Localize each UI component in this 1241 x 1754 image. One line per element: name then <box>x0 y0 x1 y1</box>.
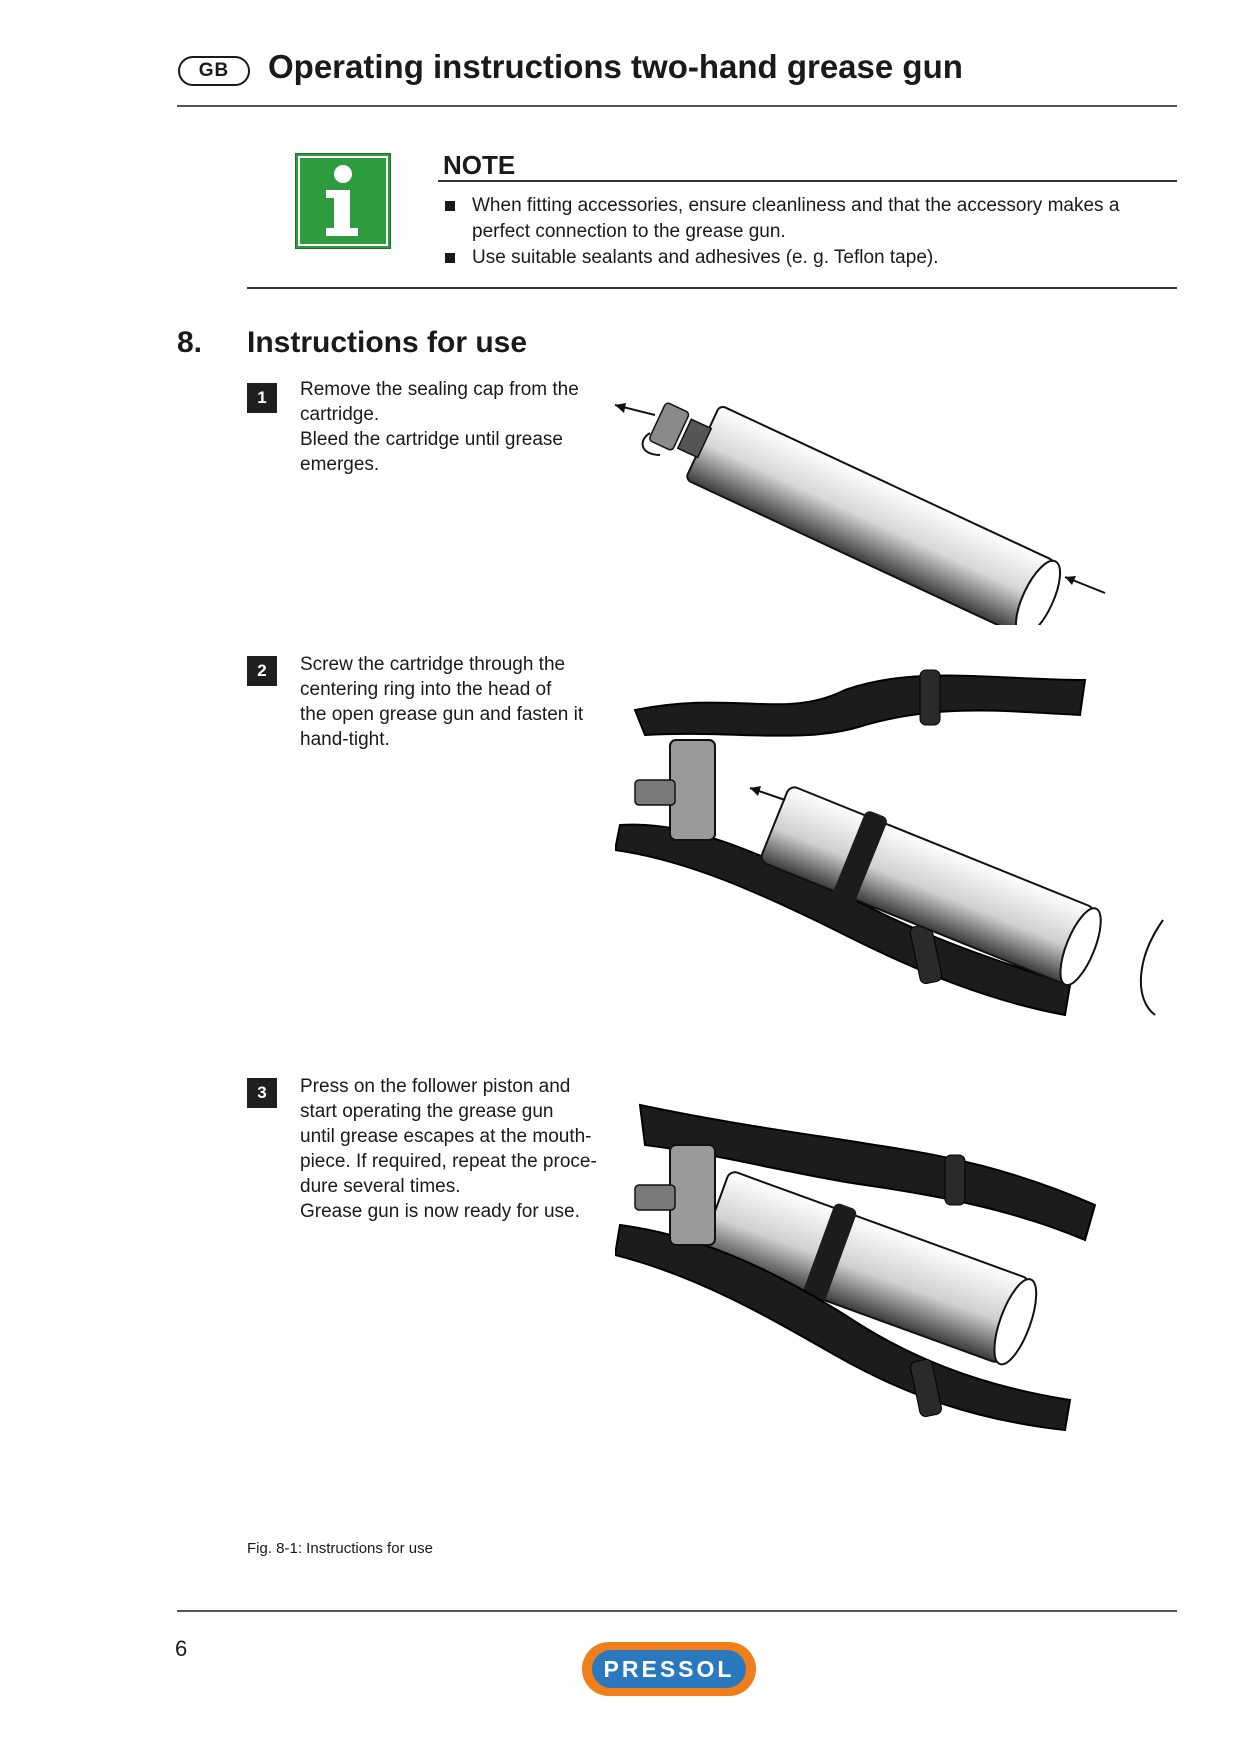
language-badge: GB <box>178 56 250 86</box>
note-item-continuation: perfect connection to the grease gun. <box>472 221 786 242</box>
section-title: Instructions for use <box>247 326 528 359</box>
bullet-icon <box>445 201 455 211</box>
note-heading: NOTE <box>443 150 516 180</box>
step-text: Screw the cartridge through the centering ring into the head of the open grease gun and fasten it hand-tight. <box>300 654 584 750</box>
note-heading-divider <box>438 180 1177 182</box>
step-text: Press on the follower piston and start operating the grease gun until grease escapes at the mouth- piece. If required, repeat the proce- dure several times. Grease gun is now ready for use. <box>300 1076 597 1222</box>
note-bottom-divider <box>247 287 1177 289</box>
pressol-logo <box>580 1640 758 1698</box>
header-divider <box>177 105 1177 107</box>
note-item: When fitting accessories, ensure cleanliness and that the accessory makes a <box>443 193 1163 219</box>
figure-caption: Fig. 8-1: Instructions for use <box>247 1540 433 1557</box>
step-number: 1 <box>247 383 277 413</box>
step-number: 2 <box>247 656 277 686</box>
cartridge-insertion-illustration <box>615 660 1205 1040</box>
step-text: Remove the sealing cap from the cartridge. Bleed the cartridge until grease emerges. <box>300 379 579 475</box>
grease-gun-assembled-illustration <box>615 1085 1115 1445</box>
logo-text: PRESSOL <box>603 1656 735 1682</box>
section-number: 8. <box>177 326 203 359</box>
page-number: 6 <box>175 1636 188 1661</box>
footer-divider <box>177 1610 1177 1612</box>
page-title: Operating instructions two-hand grease gun <box>268 48 963 85</box>
note-item: Use suitable sealants and adhesives (e. g. Teflon tape). <box>443 245 1163 271</box>
step-number: 3 <box>247 1078 277 1108</box>
info-icon <box>295 153 391 249</box>
bullet-icon <box>445 253 455 263</box>
note-list <box>443 193 1163 271</box>
cartridge-cap-removal-illustration <box>600 385 1120 625</box>
